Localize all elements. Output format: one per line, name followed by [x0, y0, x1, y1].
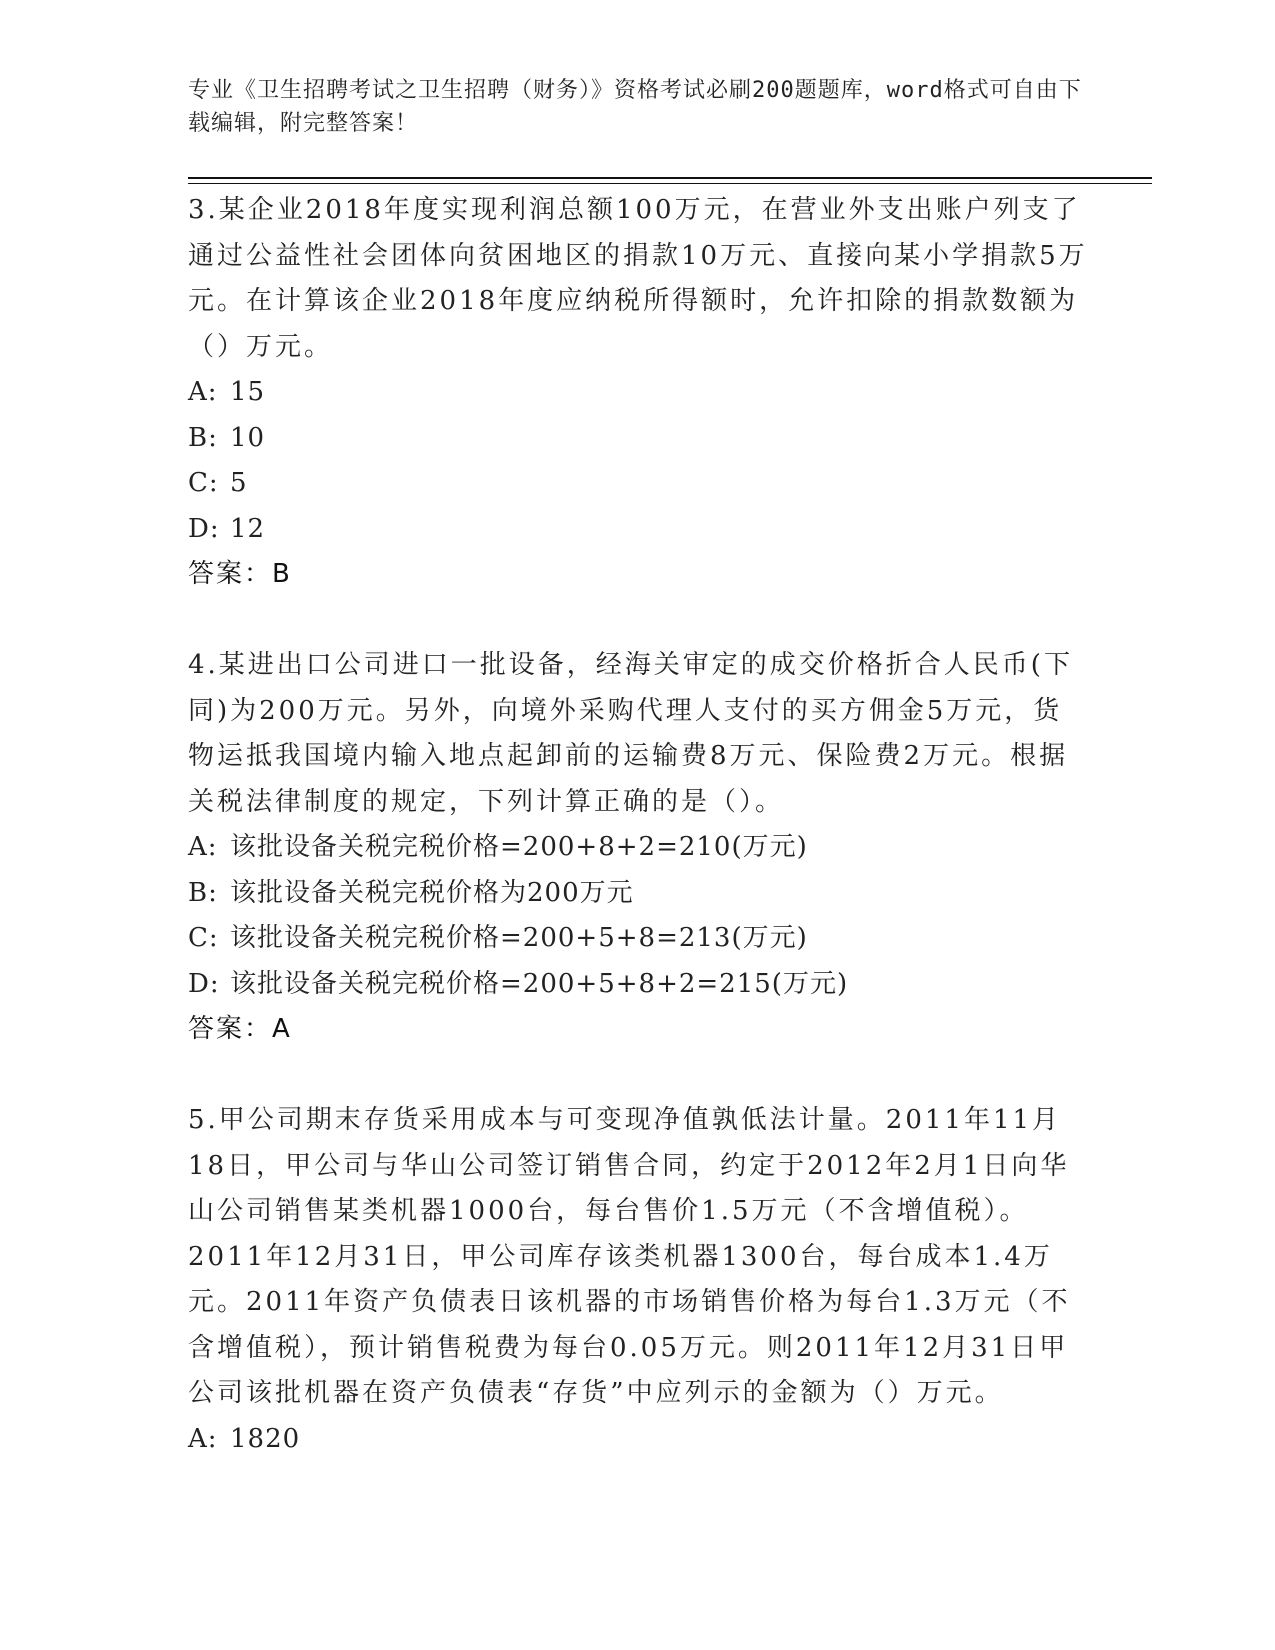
option-key: A: — [188, 1423, 218, 1454]
option-key: B: — [188, 422, 218, 453]
option-key: C: — [188, 923, 219, 953]
answer-line: 答案：B — [188, 559, 292, 589]
option-text: 该批设备关税完税价格=200+5+8+2=215(万元) — [230, 968, 849, 999]
option-c — [188, 916, 1088, 962]
option-a — [188, 1417, 1088, 1463]
option-text: 12 — [230, 513, 266, 544]
question-stem: 4.某进出口公司进口一批设备，经海关审定的成交价格折合人民币(下同)为200万元。另外，向境外采购代理人支付的买方佣金5万元，货物运抵我国境内输入地点起卸前的运输费8万元、保险费2万元。根据关税法律制度的规定，下列计算正确的是（）。 — [188, 650, 1073, 817]
option-key: B: — [188, 877, 218, 908]
question-4 — [188, 643, 1088, 1053]
option-key: A: — [188, 832, 218, 862]
question-stem: 5.甲公司期末存货采用成本与可变现净值孰低法计量。2011年11月18日，甲公司与华山公司签订销售合同，约定于2012年2月1日向华山公司销售某类机器1000台，每台售价1.5万元（不含增值税）。2011年12月31日，甲公司库存该类机器1300台，每台成本1.4万元。2011年资产负债表日该机器的市场销售价格为每台1.3万元（不含增值税），预计销售税费为每台0.05万元。则2011年12月31日甲公司该批机器在资产负债表“存货”中应列示的金额为（）万元。 — [188, 1105, 1071, 1408]
option-text: 10 — [230, 422, 266, 453]
answer-line: 答案：A — [188, 1014, 292, 1044]
option-d — [188, 962, 1088, 1008]
option-key: D: — [188, 513, 220, 544]
option-a — [188, 825, 1088, 871]
option-text: 该批设备关税完税价格=200+8+2=210(万元) — [230, 832, 808, 862]
option-text: 该批设备关税完税价格=200+5+8=213(万元) — [230, 923, 808, 953]
option-key: D: — [188, 968, 220, 999]
header-divider-thick — [188, 177, 1152, 179]
option-a — [188, 370, 1088, 416]
question-3 — [188, 188, 1088, 598]
option-b — [188, 416, 1088, 462]
option-text: 5 — [230, 468, 248, 498]
option-b — [188, 871, 1088, 917]
option-text: 1820 — [230, 1423, 301, 1454]
option-c — [188, 461, 1088, 507]
question-stem: 3.某企业2018年度实现利润总额100万元，在营业外支出账户列支了通过公益性社会团体向贫困地区的捐款10万元、直接向某小学捐款5万元。在计算该企业2018年度应纳税所得额时，允许扣除的捐款数额为（）万元。 — [188, 195, 1088, 362]
option-key: A: — [188, 377, 218, 407]
option-key: C: — [188, 468, 219, 498]
question-5 — [188, 1098, 1088, 1462]
option-d — [188, 507, 1088, 553]
option-text: 该批设备关税完税价格为200万元 — [230, 877, 634, 908]
header-divider-thin — [188, 183, 1152, 184]
option-text: 15 — [230, 377, 266, 407]
document-header: 专业《卫生招聘考试之卫生招聘（财务）》资格考试必刷200题题库，word格式可自由下载编辑，附完整答案！ — [188, 78, 1082, 136]
